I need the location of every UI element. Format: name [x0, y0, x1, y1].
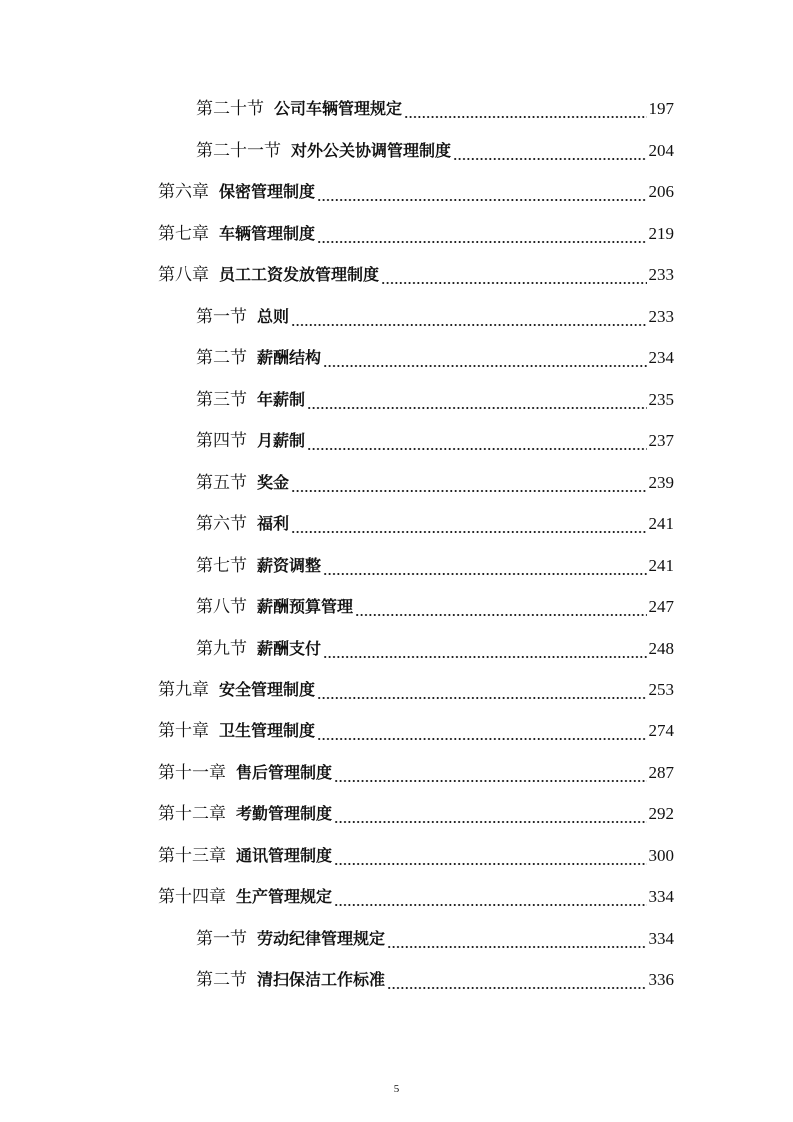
toc-entry[interactable] [196, 304, 674, 330]
toc-entry[interactable] [196, 428, 674, 454]
toc-entry[interactable] [158, 262, 674, 288]
toc-entry-title: 薪酬结构 [257, 348, 322, 367]
dot-leader [334, 760, 646, 786]
toc-entry[interactable] [158, 760, 674, 786]
toc-entry-page: 239 [648, 473, 674, 492]
toc-entry-page: 233 [648, 265, 674, 284]
toc-entry-page: 334 [648, 929, 674, 948]
toc-entry[interactable] [196, 470, 674, 496]
toc-entry-page: 247 [648, 597, 674, 616]
toc-entry-number: 第十一章 [158, 763, 226, 783]
toc-entry-title: 通讯管理制度 [236, 846, 333, 865]
toc-entry-number: 第九节 [196, 639, 247, 659]
toc-entry-page: 197 [648, 99, 674, 118]
toc-entry-number: 第九章 [158, 680, 209, 700]
toc-entry[interactable] [158, 221, 674, 247]
toc-entry-page: 253 [648, 680, 674, 699]
toc-entry-number: 第一节 [196, 307, 247, 327]
dot-leader [323, 345, 646, 371]
toc-entry-number: 第三节 [196, 390, 247, 410]
toc-entry-title: 月薪制 [257, 431, 306, 450]
toc-entry-title: 总则 [257, 307, 290, 326]
toc-entry[interactable] [196, 387, 674, 413]
toc-entry-page: 300 [648, 846, 674, 865]
toc-entry-page: 219 [648, 224, 674, 243]
toc-entry[interactable] [196, 96, 674, 122]
dot-leader [291, 470, 646, 496]
toc-entry-title: 生产管理规定 [236, 887, 333, 906]
toc-entry-number: 第四节 [196, 431, 247, 451]
toc-entry[interactable] [196, 967, 674, 993]
toc-entry-title: 车辆管理制度 [219, 224, 316, 243]
toc-entry-title: 售后管理制度 [236, 763, 333, 782]
toc-entry[interactable] [158, 718, 674, 744]
toc-entry-title: 薪酬支付 [257, 639, 322, 658]
toc-entry-number: 第十二章 [158, 804, 226, 824]
toc-entry-number: 第八章 [158, 265, 209, 285]
toc-entry-number: 第五节 [196, 473, 247, 493]
toc-entry-title: 安全管理制度 [219, 680, 316, 699]
toc-entry-number: 第十章 [158, 721, 209, 741]
toc-entry[interactable] [158, 801, 674, 827]
dot-leader [387, 967, 646, 993]
toc-entry[interactable] [196, 636, 674, 662]
toc-entry[interactable] [196, 594, 674, 620]
toc-entry-page: 287 [648, 763, 674, 782]
dot-leader [317, 677, 646, 703]
toc-entry[interactable] [196, 138, 674, 164]
dot-leader [291, 304, 646, 330]
dot-leader [307, 387, 646, 413]
toc-entry-page: 241 [648, 514, 674, 533]
toc-entry-number: 第一节 [196, 929, 247, 949]
toc-entry[interactable] [196, 511, 674, 537]
toc-entry-page: 274 [648, 721, 674, 740]
dot-leader [323, 553, 646, 579]
toc-entry-title: 薪酬预算管理 [257, 597, 354, 616]
toc-entry-page: 248 [648, 639, 674, 658]
toc-entry[interactable] [158, 843, 674, 869]
toc-entry-number: 第八节 [196, 597, 247, 617]
toc-entry[interactable] [158, 884, 674, 910]
dot-leader [317, 221, 646, 247]
toc-entry-page: 204 [648, 141, 674, 160]
toc-entry-title: 员工工资发放管理制度 [219, 265, 380, 284]
toc-entry-page: 292 [648, 804, 674, 823]
toc-entry[interactable] [196, 553, 674, 579]
toc-entry[interactable] [158, 677, 674, 703]
dot-leader [323, 636, 646, 662]
toc-entry[interactable] [158, 179, 674, 205]
dot-leader [334, 801, 646, 827]
page-number: 5 [393, 1083, 400, 1095]
toc-entry-title: 清扫保洁工作标准 [257, 970, 386, 989]
dot-leader [453, 138, 646, 164]
dot-leader [381, 262, 646, 288]
toc-entry-number: 第十三章 [158, 846, 226, 866]
toc-entry-title: 卫生管理制度 [219, 721, 316, 740]
toc-entry-number: 第七节 [196, 556, 247, 576]
dot-leader [355, 594, 646, 620]
toc-entry-number: 第二节 [196, 348, 247, 368]
dot-leader [387, 926, 646, 952]
toc-entry-page: 235 [648, 390, 674, 409]
toc-entry-title: 考勤管理制度 [236, 804, 333, 823]
toc-entry[interactable] [196, 345, 674, 371]
toc-entry-title: 年薪制 [257, 390, 306, 409]
toc-entry-title: 对外公关协调管理制度 [291, 141, 452, 160]
dot-leader [404, 96, 646, 122]
dot-leader [334, 884, 646, 910]
toc-entry-page: 334 [648, 887, 674, 906]
toc-entry-number: 第六章 [158, 182, 209, 202]
dot-leader [334, 843, 646, 869]
toc-entry-page: 206 [648, 182, 674, 201]
toc-entry-title: 薪资调整 [257, 556, 322, 575]
toc-entry-title: 公司车辆管理规定 [274, 99, 403, 118]
toc-entry-number: 第二十节 [196, 99, 264, 119]
toc-entry-title: 劳动纪律管理规定 [257, 929, 386, 948]
dot-leader [317, 179, 646, 205]
toc-entry-number: 第六节 [196, 514, 247, 534]
toc-entry-number: 第十四章 [158, 887, 226, 907]
toc-entry[interactable] [196, 926, 674, 952]
toc-entry-page: 237 [648, 431, 674, 450]
dot-leader [307, 428, 646, 454]
dot-leader [291, 511, 646, 537]
toc-entry-title: 保密管理制度 [219, 182, 316, 201]
toc-entry-page: 233 [648, 307, 674, 326]
toc-entry-number: 第二节 [196, 970, 247, 990]
toc-entry-page: 234 [648, 348, 674, 367]
toc-entry-title: 奖金 [257, 473, 290, 492]
toc-entry-title: 福利 [257, 514, 290, 533]
toc-entry-page: 241 [648, 556, 674, 575]
toc-entry-number: 第七章 [158, 224, 209, 244]
toc-entry-page: 336 [648, 970, 674, 989]
dot-leader [317, 718, 646, 744]
toc-entry-number: 第二十一节 [196, 141, 281, 161]
